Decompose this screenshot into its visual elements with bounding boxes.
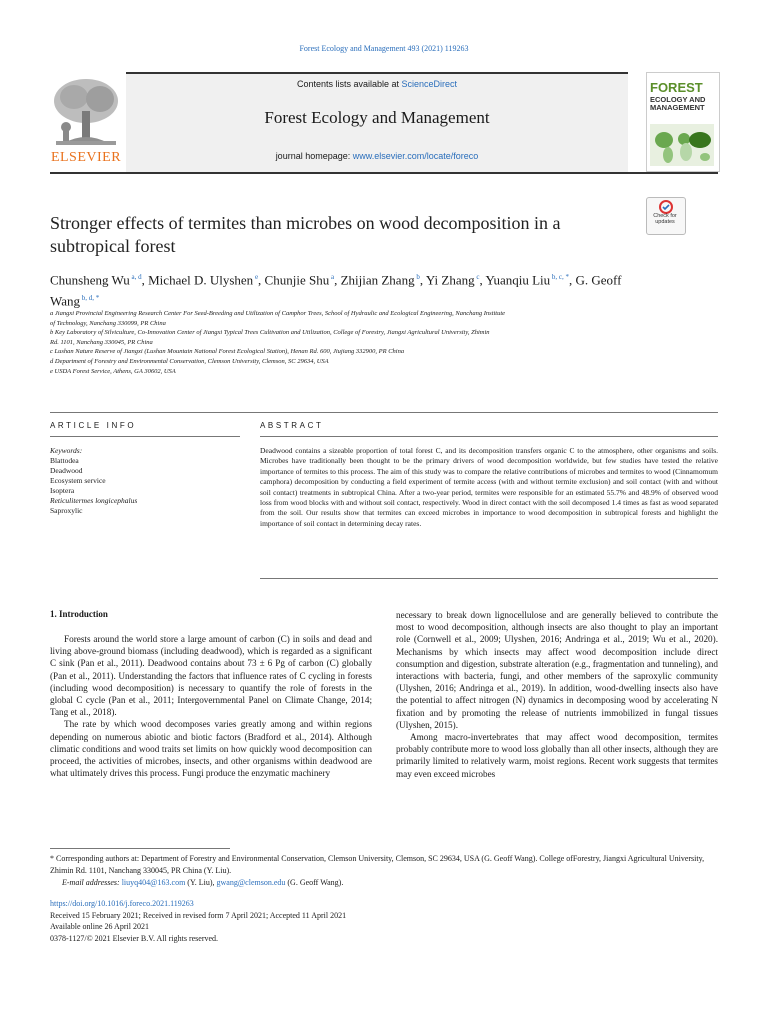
author-name[interactable]: Yuanqiu Liu bbox=[485, 272, 551, 288]
journal-title: Forest Ecology and Management bbox=[264, 108, 490, 127]
body-column-right bbox=[396, 609, 718, 780]
body-paragraph: The rate by which wood decomposes varies greatly among and within regions depending on numerous abiotic and biotic factors (Bradford et al., 2014). Although climatic conditions and wood traits set limits on how quickly wood decomposition can proceed, the activities of microbes, insects, and other organisms within deadwood are what ultimately drives this process. Fungi produce the enzymatic machinery bbox=[50, 719, 372, 779]
author-name[interactable]: Michael D. Ulyshen bbox=[148, 272, 254, 288]
author-affiliation-marker[interactable]: b bbox=[414, 273, 420, 281]
email-owner-wang: (G. Geoff Wang). bbox=[285, 878, 344, 887]
body-paragraph: Among macro-invertebrates that may affect wood decomposition, termites probably contribute more to wood loss globally than all other insects, although they are primarily limited to relatively warm, moist regions. Recent work suggests that termites may even exceed microbes bbox=[396, 732, 718, 779]
article-title: Stronger effects of termites than microbes on wood decomposition in a subtropical forest bbox=[50, 213, 561, 256]
online-date: Available online 26 April 2021 bbox=[50, 922, 149, 931]
keyword[interactable]: Blattodea bbox=[50, 456, 79, 465]
email-link-liu[interactable]: liuyq404@163.com bbox=[121, 878, 186, 887]
footnote-divider bbox=[50, 848, 230, 849]
author-affiliation-marker[interactable]: e bbox=[253, 273, 259, 281]
homepage-prefix: journal homepage: bbox=[275, 151, 353, 161]
affiliation-line: b Key Laboratory of Silviculture, Co-Innovation Center of Jiangxi Typical Trees Cultivation and Utilization, College of Forestry, Jiangxi Agricultural University, Zhimin bbox=[50, 329, 490, 337]
affiliation-line: d Department of Forestry and Environmental Conservation, Clemson University, Clemson, SC 29634, USA bbox=[50, 357, 329, 365]
affiliation-line: a Jiangxi Provincial Engineering Research Center For Seed-Breeding and Utilization of Camphor Trees, School of Hydraulic and Ecological Engineering, Nanchang Institute bbox=[50, 310, 506, 317]
author-name[interactable]: Chunsheng Wu bbox=[50, 272, 130, 288]
body-column-left bbox=[50, 633, 372, 779]
abstract-bottom-rule bbox=[260, 578, 718, 579]
author-name[interactable]: Yi Zhang bbox=[425, 272, 475, 288]
keyword[interactable]: Deadwood bbox=[50, 466, 83, 475]
author-affiliation-marker[interactable]: a bbox=[329, 273, 335, 281]
abstract-rule bbox=[260, 436, 718, 437]
copyright-line: 0378-1127/© 2021 Elsevier B.V. All rights reserved. bbox=[50, 933, 219, 943]
corresponding-author-note: * Corresponding authors at: Department of Forestry and Environmental Conservation, Clemson University, Clemson, SC 29634, USA (G. Geoff Wang). College ofForestry, Jiangxi Agricultural University, Zhimin Rd. 1101, Nanchang 330045, PR China (Y. Liu). bbox=[50, 854, 705, 875]
keyword[interactable]: Isoptera bbox=[50, 486, 75, 495]
journal-homepage-link[interactable]: www.elsevier.com/locate/foreco bbox=[352, 151, 479, 161]
keyword[interactable]: Reticulitermes longicephalus bbox=[50, 496, 138, 505]
keywords-block bbox=[50, 446, 240, 516]
author-affiliation-marker[interactable]: b, d, * bbox=[80, 294, 100, 303]
affiliation-line: e USDA Forest Service, Athens, GA 30602, USA bbox=[50, 367, 176, 375]
section-divider bbox=[50, 412, 718, 413]
email-owner-liu: (Y. Liu), bbox=[185, 878, 217, 887]
sciencedirect-link[interactable]: ScienceDirect bbox=[401, 79, 458, 89]
keyword[interactable]: Ecosystem service bbox=[50, 476, 106, 485]
keyword[interactable]: Saproxylic bbox=[50, 506, 83, 515]
author-list: Chunsheng Wu $^{a, d}$, Michael D. Ulyshen $^e$, Chunjie Shu $^a$, Zhijian Zhang $^b$, Yi Zhang $^c$, Yuanqiu Liu $^{b, c, *}$, G. Geoff Wang $^{b, d, *}$ bbox=[50, 272, 622, 309]
cover-world-map-image bbox=[650, 124, 714, 166]
article-info-heading: ARTICLE INFO bbox=[50, 421, 137, 430]
author-affiliation-marker[interactable]: c bbox=[474, 273, 480, 281]
affiliation-line: of Technology, Nanchang 330099, PR China bbox=[50, 319, 166, 327]
elsevier-wordmark[interactable]: ELSEVIER bbox=[50, 150, 122, 165]
check-for-updates-label: Check for updates bbox=[653, 213, 677, 225]
journal-homepage-line bbox=[126, 151, 628, 161]
contents-prefix: Contents lists available at bbox=[296, 79, 402, 89]
check-updates-icon bbox=[647, 198, 685, 214]
journal-reference-link[interactable]: Forest Ecology and Management 493 (2021) 119263 bbox=[299, 44, 469, 53]
email-label: E-mail addresses: bbox=[62, 878, 122, 887]
author-name[interactable]: Zhijian Zhang bbox=[340, 272, 415, 288]
article-info-rule bbox=[50, 436, 240, 437]
email-line bbox=[50, 877, 718, 889]
author-name[interactable]: G. Geoff Wang bbox=[50, 272, 622, 309]
introduction-heading: 1. Introduction bbox=[50, 609, 108, 619]
email-link-wang[interactable]: gwang@clemson.edu bbox=[216, 878, 286, 887]
affiliation-line: Rd. 1101, Nanchang 330045, PR China bbox=[50, 338, 153, 346]
received-dates: Received 15 February 2021; Received in revised form 7 April 2021; Accepted 11 April 2021 bbox=[50, 910, 347, 920]
author-name[interactable]: Chunjie Shu bbox=[264, 272, 330, 288]
cover-title-forest: FOREST bbox=[650, 80, 703, 95]
affiliation-line: c Lushan Nature Reserve of Jiangxi (Lushan Mountain National Forest Ecological Station), Henan Rd. 600, Jiujiang 332900, PR China bbox=[50, 348, 405, 356]
body-paragraph: Forests around the world store a large amount of carbon (C) in soils and dead and living above-ground biomass (including deadwood), which is regarded as a significant C sink (Pan et al., 2011). Deadwood contains about 73 ± 6 Pg of carbon (C) globally (Pan et al., 2011). Understanding the factors that influence rates of C cycling in forests (including wood decomposition) is necessary to quantify the role of forests in the global C cycle (Pan et al., 2011; Intergovernmental Panel on Climate Change, 2014; Tang et al., 2018). bbox=[50, 634, 372, 718]
doi-link[interactable]: https://doi.org/10.1016/j.foreco.2021.119263 bbox=[50, 899, 194, 908]
abstract-heading: ABSTRACT bbox=[260, 421, 324, 430]
abstract-text: Deadwood contains a sizeable proportion of total forest C, and its decomposition transfers organic C to the atmosphere, other organisms and soils. Microbes have traditionally been thought to be the primary drivers of wood decomposition worldwide, but few studies have tested the relative importance of termites to this process. The aim of this study was to compare the relative contributions of microbes and termites to wood (Cinnamomum camphora) decomposition by conducting a field experiment of termite access (with and without termite exclusion) and soil contact (with and without soil contact) treatments in subtropical China. After a two-year period, termites were responsible for an estimated 55.7% and 48.9% of observed wood loss from wood blocks with and without soil contact, respectively. Wood in direct contact with the soil decomposed 1.4 times as fast as wood separated from the soil. Our results show that termites can exceed microbes in importance to wood decomposition in subtropical forests and highlight the importance of soil contact in determining decay rates. bbox=[260, 446, 718, 528]
author-affiliation-marker[interactable]: a, d bbox=[129, 273, 142, 281]
body-paragraph: necessary to break down lignocellulose and are generally believed to contribute the most to wood decomposition, although insects are also thought to play an important role (Cornwell et al., 2009; Ulyshen, 2016; Andringa et al., 2019; Wu et al., 2020). Mechanisms by which insects may affect wood decomposition include direct consumption and digestion, substrate alteration (e.g., fragmentation and tunneling), and interactions with bacteria, fungi, and other members of the saproxylic community (Ulyshen, 2016; Andringa et al., 2019). In addition, wood-dwelling insects also have the potential to affect nitrogen (N) dynamics in decomposing wood by accelerating N fixation and by promoting the release of nutrients immobilized in fungal tissues (Ulyshen, 2015). bbox=[396, 610, 718, 730]
footnotes bbox=[50, 853, 718, 889]
cover-title-subtitle: ECOLOGY AND MANAGEMENT bbox=[650, 95, 706, 112]
affiliations-list bbox=[50, 309, 690, 376]
header-divider bbox=[50, 172, 718, 174]
author-affiliation-marker[interactable]: b, c, * bbox=[550, 273, 569, 281]
contents-available-line bbox=[126, 79, 628, 89]
publication-info bbox=[50, 898, 550, 944]
keywords-label: Keywords: bbox=[50, 446, 83, 455]
